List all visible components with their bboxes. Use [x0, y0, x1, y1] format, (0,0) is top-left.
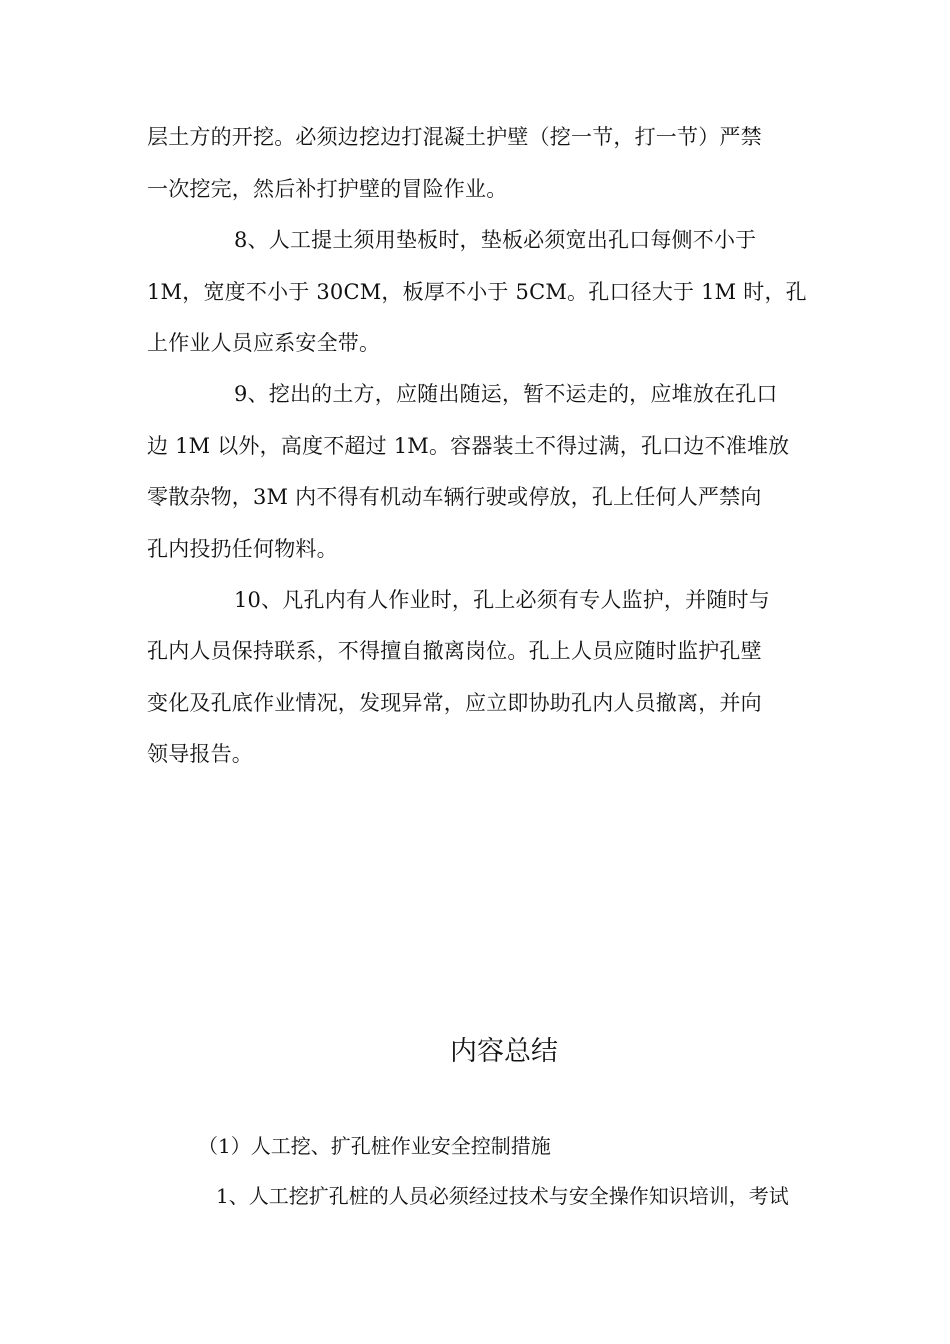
paragraph-line: 边 1M 以外，高度不超过 1M。容器装土不得过满，孔口边不准堆放: [147, 434, 790, 458]
paragraph-line: 9、挖出的土方，应随出随运，暂不运走的，应堆放在孔口: [234, 382, 778, 406]
paragraph-line: 1M，宽度不小于 30CM，板厚不小于 5CM。孔口径大于 1M 时，孔: [147, 280, 807, 304]
summary-title: 内容总结: [450, 1036, 558, 1067]
paragraph-line: 零散杂物，3M 内不得有机动车辆行驶或停放，孔上任何人严禁向: [147, 485, 762, 509]
paragraph-line: 10、凡孔内有人作业时，孔上必须有专人监护，并随时与: [234, 588, 770, 612]
paragraph-line: 孔内投扔任何物料。: [147, 537, 338, 561]
paragraph-line: 孔内人员保持联系，不得擅自撤离岗位。孔上人员应随时监护孔壁: [147, 639, 762, 663]
paragraph-line: 变化及孔底作业情况，发现异常，应立即协助孔内人员撤离，并向: [147, 691, 762, 715]
summary-item: 1、人工挖扩孔桩的人员必须经过技术与安全操作知识培训，考试: [216, 1184, 789, 1208]
paragraph-line: 上作业人员应系安全带。: [147, 331, 381, 355]
paragraph-line: 一次挖完，然后补打护壁的冒险作业。: [147, 177, 508, 201]
paragraph-line: 8、人工提土须用垫板时，垫板必须宽出孔口每侧不小于: [234, 228, 757, 252]
paragraph-line: 领导报告。: [147, 742, 253, 766]
paragraph-line: 层土方的开挖。必须边挖边打混凝土护壁（挖一节，打一节）严禁: [147, 125, 762, 149]
summary-subtitle: （1）人工挖、扩孔桩作业安全控制措施: [198, 1134, 551, 1158]
